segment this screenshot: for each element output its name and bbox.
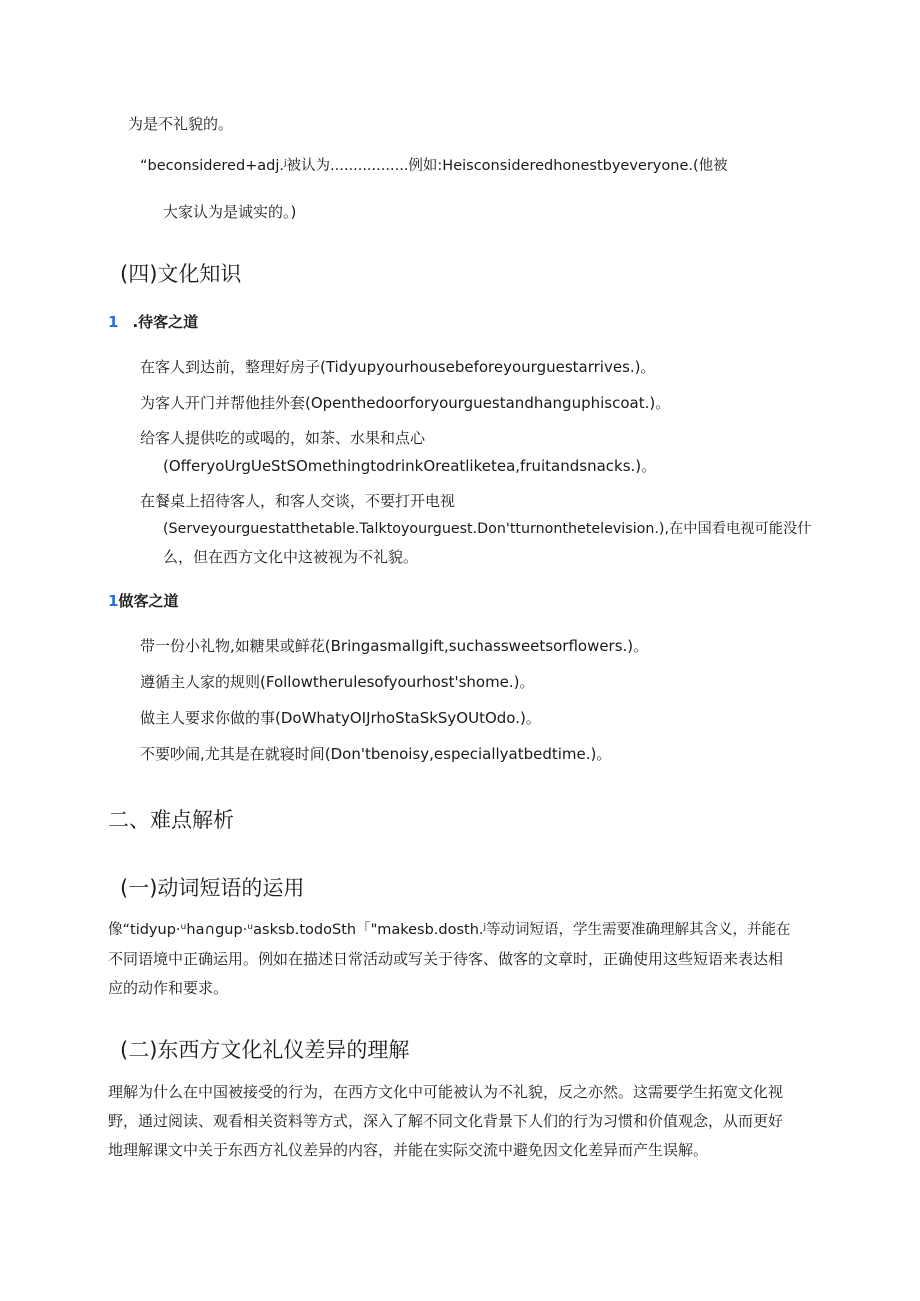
section-heading: (二)东西方文化礼仪差异的理解 <box>120 1038 410 1062</box>
list-item: (Serveyourguestatthetable.Talktoyourguest.Don'tturnonthetelevision.),在中国看电视可能没什 <box>163 521 812 537</box>
subsection-heading <box>108 312 198 332</box>
list-item: 遵循主人家的规则(Followtherulesofyourhost'shome.)。 <box>140 673 535 691</box>
paragraph-line: 理解为什么在中国被接受的行为，在西方文化中可能被认为不礼貌，反之亦然。这需要学生拓宽文化视 <box>108 1083 784 1101</box>
subsection-heading <box>108 591 178 611</box>
paragraph-line: 野，通过阅读、观看相关资料等方式，深入了解不同文化背景下人们的行为习惯和价值观念，从而更好 <box>108 1112 784 1130</box>
list-item: 不要吵闹,尤其是在就寝时间(Don'tbenoisy,especiallyatbedtime.)。 <box>140 745 612 763</box>
list-item: (OfferyoUrgUeStSOmethingtodrinkOreatliketea,fruitandsnacks.)。 <box>163 457 657 475</box>
paragraph-line: 应的动作和要求。 <box>108 979 229 997</box>
subsection-number: 1 <box>108 592 119 610</box>
section-heading: (一)动词短语的运用 <box>120 876 305 900</box>
list-item: 在客人到达前，整理好房子(Tidyupyourhousebeforeyourguestarrives.)。 <box>140 358 656 376</box>
list-item: 在餐桌上招待客人，和客人交谈，不要打开电视 <box>140 492 456 510</box>
list-item: 做主人要求你做的事(DoWhatyOIJrhoStaSkSyOUtOdo.)。 <box>140 709 541 727</box>
text-line: “beconsidered+adj.ʲ被认为.................例如:Heisconsideredhonestbyeveryone.(他被 <box>140 158 728 174</box>
paragraph-line: 地理解课文中关于东西方礼仪差异的内容，并能在实际交流中避免因文化差异而产生误解。 <box>108 1141 709 1159</box>
list-item: 给客人提供吃的或喝的，如茶、水果和点心 <box>140 429 426 447</box>
subsection-number: 1 <box>108 313 119 331</box>
subsection-title: 做客之道 <box>118 592 179 610</box>
part-heading: 二、难点解析 <box>108 808 234 832</box>
paragraph-line: 像“tidyup·ᵘha∩gup·ᵘasksb.todoSth「"makesb.dosth.ʲ等动词短语，学生需要准确理解其含义，并能在 <box>108 922 791 938</box>
list-item: 带一份小礼物,如糖果或鲜花(Bringasmallgift,suchassweetsorflowers.)。 <box>140 637 649 655</box>
section-heading: (四)文化知识 <box>120 262 242 286</box>
text-line: 大家认为是诚实的。) <box>163 203 297 221</box>
subsection-title: .待客之道 <box>132 313 199 331</box>
text-line: 为是不礼貌的。 <box>128 115 234 133</box>
paragraph-line: 不同语境中正确运用。例如在描述日常活动或写关于待客、做客的文章时，正确使用这些短语来表达相 <box>108 950 784 968</box>
list-item: 么，但在西方文化中这被视为不礼貌。 <box>163 548 419 566</box>
list-item: 为客人开门并帮他挂外套(Openthedoorforyourguestandhanguphiscoat.)。 <box>140 394 671 412</box>
